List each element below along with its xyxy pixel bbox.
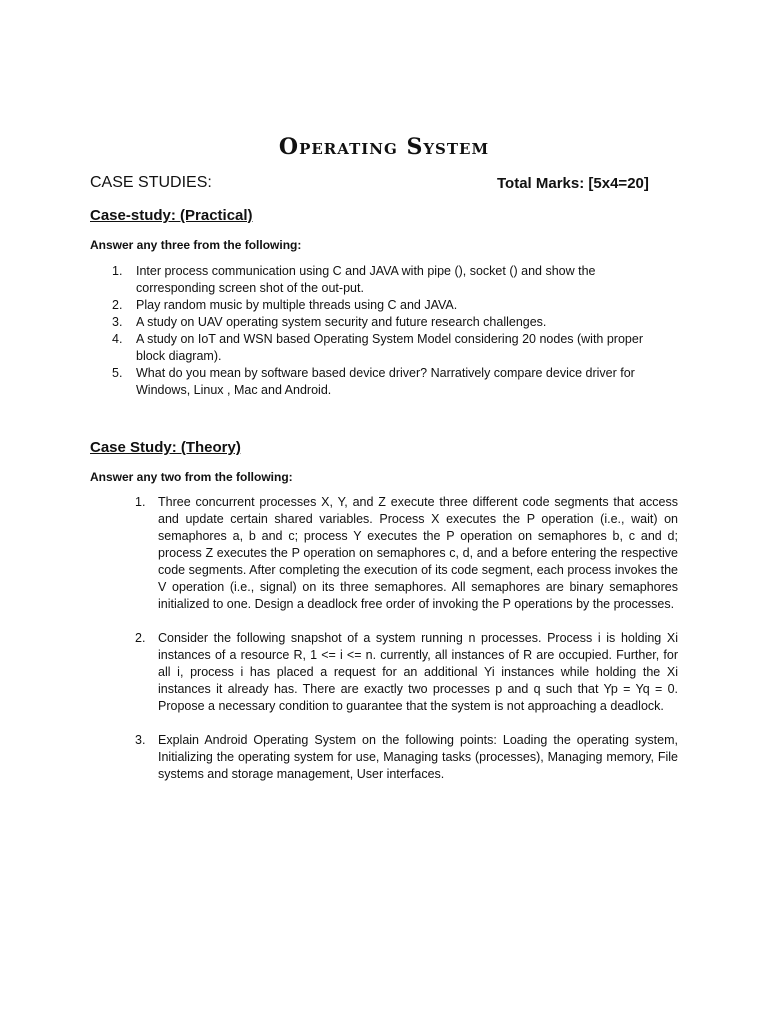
list-item — [112, 314, 672, 331]
question-text: What do you mean by software based device driver? Narratively compare device driver for Windows, Linux , Mac and Android. — [136, 366, 635, 397]
page-title: Operating System — [278, 134, 490, 160]
theory-question-list — [135, 494, 678, 800]
question-number: 3. — [135, 733, 146, 747]
question-text: Explain Android Operating System on the following points: Loading the operating system, Initializing the operating system for use, Managing tasks (processes), Managing memory, File systems and storage management, User interfaces. — [158, 733, 678, 781]
question-text: Play random music by multiple threads using C and JAVA. — [136, 298, 458, 312]
list-item — [135, 732, 678, 783]
case-studies-heading: CASE STUDIES: — [90, 174, 212, 191]
theory-instruction: Answer any two from the following: — [90, 470, 293, 484]
practical-question-list — [112, 263, 672, 399]
theory-section-heading: Case Study: (Theory) — [90, 439, 241, 456]
question-number: 4. — [112, 332, 123, 346]
list-item — [112, 263, 672, 297]
practical-instruction: Answer any three from the following: — [90, 238, 302, 252]
question-text: Three concurrent processes X, Y, and Z execute three different code segments that access and update certain shared variables. Process X executes the P operation (i.e., wait) on semaphores a, b and c; process Y executes the P operation on semaphores b, c and d; process Z executes the P operation on semaphores c, d, and a before entering the respective code segments. After completing the execution of its code segment, each process invokes the V operation (i.e., signal) on its three semaphores. All semaphores are binary semaphores initialized to one. Design a deadlock free order of invoking the P operations by the processes. — [158, 495, 678, 611]
question-number: 1. — [112, 264, 123, 278]
question-text: Inter process communication using C and JAVA with pipe (), socket () and show the corresponding screen shot of the out-put. — [136, 264, 596, 295]
question-text: A study on IoT and WSN based Operating System Model considering 20 nodes (with proper block diagram). — [136, 332, 643, 363]
total-marks: Total Marks: [5x4=20] — [497, 175, 649, 192]
question-number: 2. — [112, 298, 123, 312]
question-text: A study on UAV operating system security and future research challenges. — [136, 315, 547, 329]
question-number: 2. — [135, 631, 146, 645]
question-number: 3. — [112, 315, 123, 329]
list-item — [112, 365, 672, 399]
question-text: Consider the following snapshot of a system running n processes. Process i is holding Xi instances of a resource R, 1 <= i <= n. currently, all instances of R are occupied. Further, for all i, process i has placed a request for an additional Yi instances while holding the Xi instances it already has. There are exactly two processes p and q such that Yp = Yq = 0. Propose a necessary condition to guarantee that the system is not approaching a deadlock. — [158, 631, 678, 713]
list-item — [135, 630, 678, 715]
list-item — [112, 331, 672, 365]
list-item — [135, 494, 678, 613]
question-number: 1. — [135, 495, 146, 509]
question-number: 5. — [112, 366, 123, 380]
practical-section-heading: Case-study: (Practical) — [90, 207, 253, 224]
list-item — [112, 297, 672, 314]
